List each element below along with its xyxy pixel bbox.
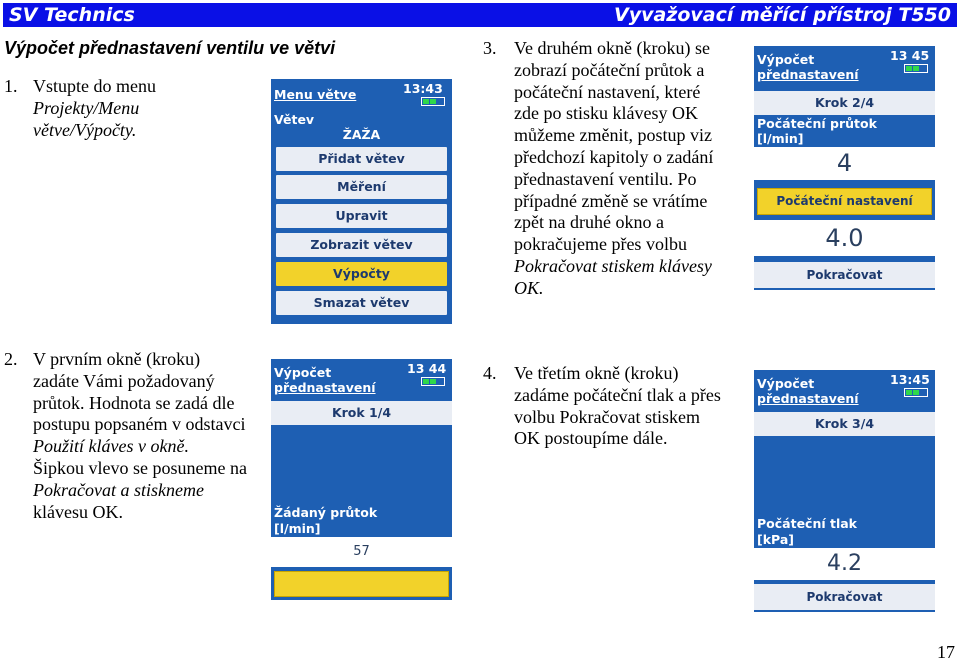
branch-label: Větev [274,112,315,127]
text-line: Šipkou vlevo se posuneme na [33,457,247,478]
text-line: volbu Pokračovat stiskem [514,406,700,427]
battery-icon [421,97,445,106]
clock: 13 44 [407,361,447,376]
text-line: Vstupte do menu [33,76,156,96]
step-indicator: Krok 1/4 [271,401,452,425]
clock: 13 45 [890,48,930,63]
text-line: zpět na druhé okno a [514,212,664,233]
section-title: Výpočet přednastavení ventilu ve větvi [4,38,336,58]
field-label: Počáteční tlak [757,516,857,531]
text-line: průtok. Hodnota se zadá dle [33,392,235,413]
screen-branch-menu [271,79,452,324]
step-number: 3. [483,38,497,58]
continue-button[interactable] [274,571,449,597]
clock: 13:45 [890,372,930,387]
step-number: 4. [483,363,497,383]
page-number: 17 [937,642,955,662]
screen-step-2 [754,46,935,290]
document-title: Vyvažovací měřící přístroj T550 [613,4,951,26]
menu-item-edit[interactable]: Upravit [276,204,447,228]
screen-title: Výpočet přednastavení [757,376,859,406]
text-line: Projekty/Menu [33,97,140,118]
step-indicator: Krok 2/4 [754,91,935,115]
text-line: postupu popsaném v odstavci [33,414,246,435]
continue-button[interactable]: Pokračovat [754,262,935,288]
text-line: pokračujeme přes volbu [514,234,687,255]
step-number: 1. [4,76,18,96]
field-unit: [l/min] [757,131,804,146]
text-line: zadáte Vámi požadovaný [33,370,215,391]
screen-step-3 [754,370,935,612]
text-line: zobrazí počáteční průtok a [514,59,705,80]
header-bar [3,3,957,27]
initial-setting-value[interactable]: 4.0 [754,220,935,256]
text-line: Pokračovat stiskem klávesy [514,255,712,276]
branch-name: ŽAŽA [342,127,381,142]
continue-button[interactable]: Pokračovat [754,584,935,610]
text-line: případné změně se vrátíme [514,190,708,211]
battery-icon [904,388,928,397]
step-4-text [483,363,748,450]
step-1-text [4,76,264,141]
step-2-text [4,349,269,523]
company-name: SV Technics [9,4,135,26]
initial-setting-button[interactable]: Počáteční nastavení [757,188,932,215]
text-line: Použití kláves v okně. [33,436,189,457]
text-line: můžeme změnit, postup viz [514,125,712,146]
text-line: zde po stisku klávesy OK [514,103,698,124]
desired-flow-value[interactable]: 57 [271,537,452,567]
text-line: zadáme počáteční tlak a přes [514,384,721,405]
step-indicator: Krok 3/4 [754,412,935,436]
menu-item-delete-branch[interactable]: Smazat větev [276,291,447,315]
text-line: větve/Výpočty. [33,119,137,140]
screen-title: Výpočet přednastavení [274,365,376,395]
field-label: Žádaný průtok [274,505,378,520]
initial-pressure-value[interactable]: 4.2 [754,548,935,580]
text-line: V prvním okně (kroku) [33,349,201,369]
text-line: předchozí kapitoly o zadání [514,146,714,167]
step-number: 2. [4,349,18,369]
text-line: přednastavení ventilu. Po [514,168,697,189]
menu-item-add-branch[interactable]: Přidat větev [276,147,447,171]
field-unit: [kPa] [757,532,794,547]
clock: 13:43 [403,81,443,96]
text-line: OK. [514,277,544,298]
text-line: Ve druhém okně (kroku) se [514,38,710,58]
screen-title: Menu větve [274,87,357,102]
step-3-text [483,38,748,300]
text-line: OK postoupíme dále. [514,428,668,449]
battery-icon [904,64,928,73]
text-line: Pokračovat a stiskneme [33,479,204,500]
screen-step-1 [271,359,452,600]
initial-flow-value[interactable]: 4 [754,147,935,180]
text-line: klávesu OK. [33,501,123,522]
screen-title: Výpočet přednastavení [757,52,859,82]
menu-item-calculations[interactable]: Výpočty [276,262,447,286]
field-unit: [l/min] [274,521,321,536]
battery-icon [421,377,445,386]
field-label: Počáteční průtok [757,116,877,131]
menu-item-measure[interactable]: Měření [276,175,447,199]
menu-item-show-branch[interactable]: Zobrazit větev [276,233,447,257]
text-line: počáteční nastavení, které [514,81,701,102]
text-line: Ve třetím okně (kroku) [514,363,679,383]
